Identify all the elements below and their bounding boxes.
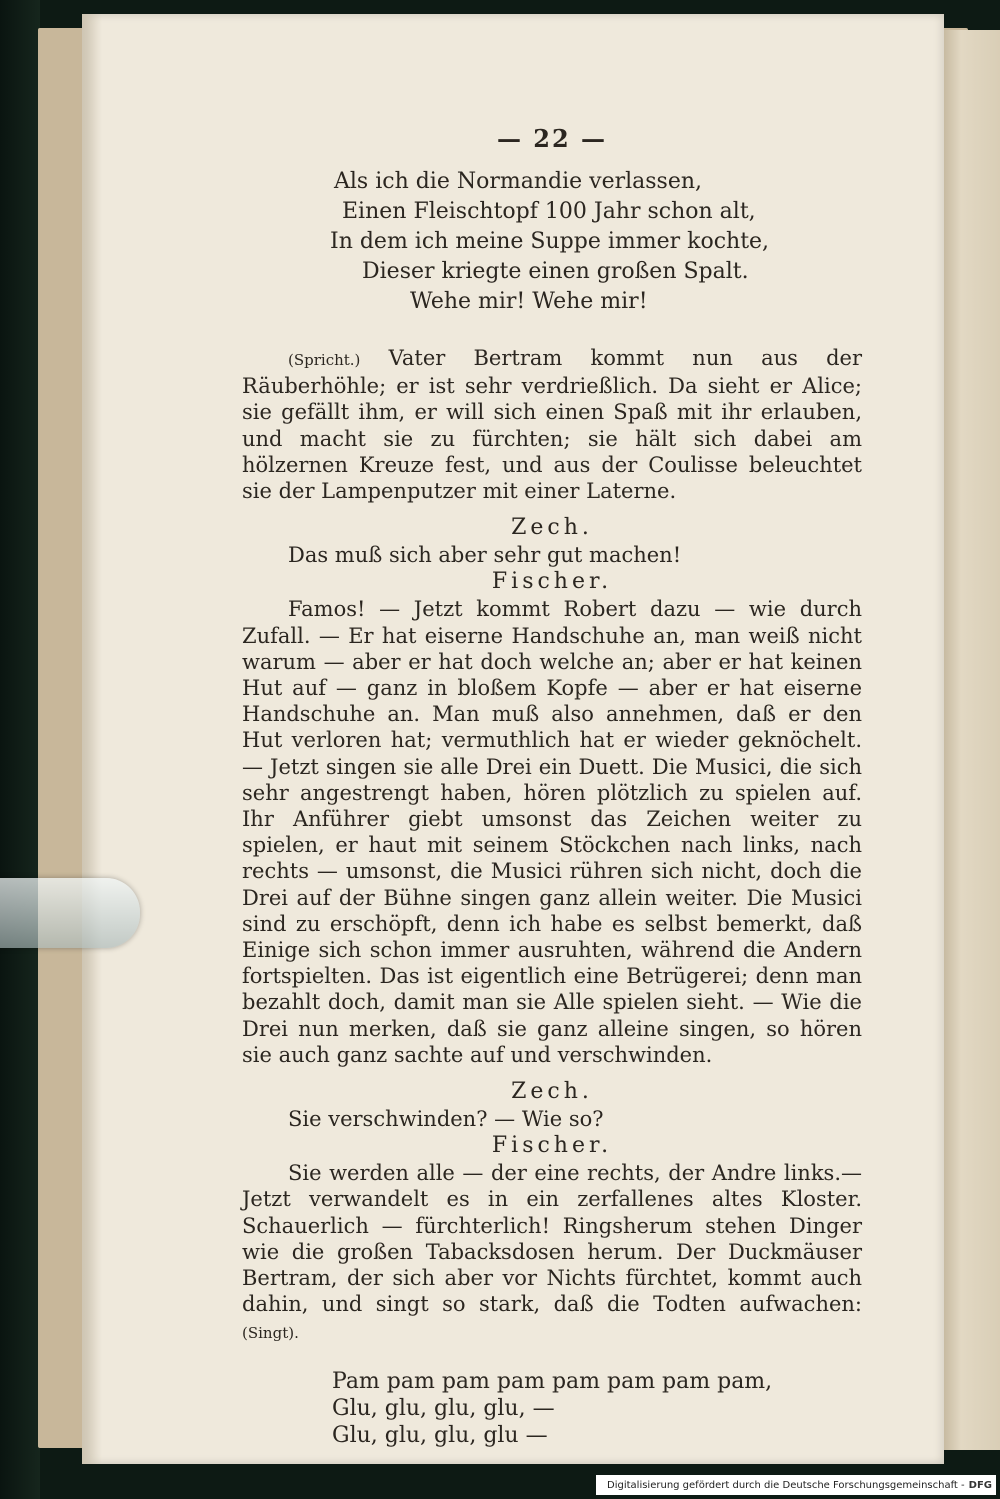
page-clip [0,878,140,948]
speaker-name: Zech. [511,1079,593,1105]
verse-top [242,167,862,317]
verse-line: Glu, glu, glu, glu, — [332,1395,555,1421]
stage-note: (Singt). [242,1323,299,1342]
speaker-name: Fischer. [491,1133,613,1159]
page-number: — 22 — [496,124,608,153]
speaker-name: Zech. [511,515,593,541]
dialogue-line: Sie verschwinden? — Wie so? [288,1107,604,1132]
footer-text: Digitalisierung gefördert durch die Deutsche Forschungsgemeinschaft - [607,1479,965,1491]
stage-note: (Spricht.) [288,351,361,369]
paragraph-2: Famos! — Jetzt kommt Robert dazu — wie durch Zufall. — Er hat eiserne Handschuhe an, man weiß nicht warum — aber er hat doch welche an; aber er hat keinen Hut auf — ganz in bloßem Kopfe — aber er hat eiserne Handschuhe an. Man muß also annehmen, daß er den Hut verloren hat; vermuthlich hat er wieder geknöchelt. — Jetzt singen sie alle Drei ein Duett. Die Musici, die sich sehr angestrengt haben, hören plötzlich zu spielen auf. Ihr Anführer giebt umsonst das Zeichen weiter zu spielen, er haut mit seinem Stöckchen nach links, nach rechts — umsonst, die Musici rühren sich nicht, doch die Drei auf der Bühne singen ganz allein weiter. Die Musici sind zu erschöpft, denn ich habe es selbst bemerkt, daß Einige sich schon immer ausruhten, während die Andern fortspielten. Das ist eigentlich eine Betrügerei; denn man bezahlt doch, damit man sie Alle spielen sieht. — Wie die Drei nun merken, daß sie ganz alleine singen, so hören sie auch ganz sachte auf und verschwinden. [242,597,862,1067]
dialogue-line: Das muß sich aber sehr gut machen! [288,543,682,568]
facing-page-edge [935,30,1000,1450]
paragraph-text: Sie werden alle — der eine rechts, der Andre links.— Jetzt verwandelt es in ein zerfallenes altes Kloster. Schauerlich — fürchterlich! Ringsherum stehen Dinger wie die großen Tabacksdosen herum. Der Duckmäuser Bertram, der sich aber vor Nichts fürchtet, kommt auch dahin, und singt so stark, daß die Todten aufwachen: [242,1161,862,1317]
verse-line: Einen Fleischtopf 100 Jahr schon alt, [342,199,756,224]
dfg-logo: DFG [968,1479,992,1491]
speaker-name: Fischer. [491,569,613,595]
verse-bottom [242,1368,862,1449]
paragraph-3 [242,1160,862,1345]
verse-line: Dieser kriegte einen großen Spalt. [362,259,749,284]
verse-line: Als ich die Normandie verlassen, [334,169,703,194]
paragraph-1 [242,345,862,504]
verse-line: Glu, glu, glu, glu — [332,1422,548,1448]
verse-line: In dem ich meine Suppe immer kochte, [330,229,770,254]
footer-credit [596,1475,996,1495]
scan-background [0,0,40,1499]
book-page [82,14,944,1464]
page-content [242,124,862,1449]
verse-line: Pam pam pam pam pam pam pam pam, [332,1368,773,1394]
verse-line: Wehe mir! Wehe mir! [410,289,648,314]
paragraph-text: Vater Bertram kommt nun aus der Räuberhöhle; er ist sehr verdrießlich. Da sieht er Alice; sie gefällt ihm, er will sich einen Spaß mit ihr erlauben, und macht sie zu fürchten; sie hält sich dabei am hölzernen Kreuze fest, und aus der Coulisse beleuchtet sie der Lampenputzer mit einer Laterne. [242,346,862,504]
